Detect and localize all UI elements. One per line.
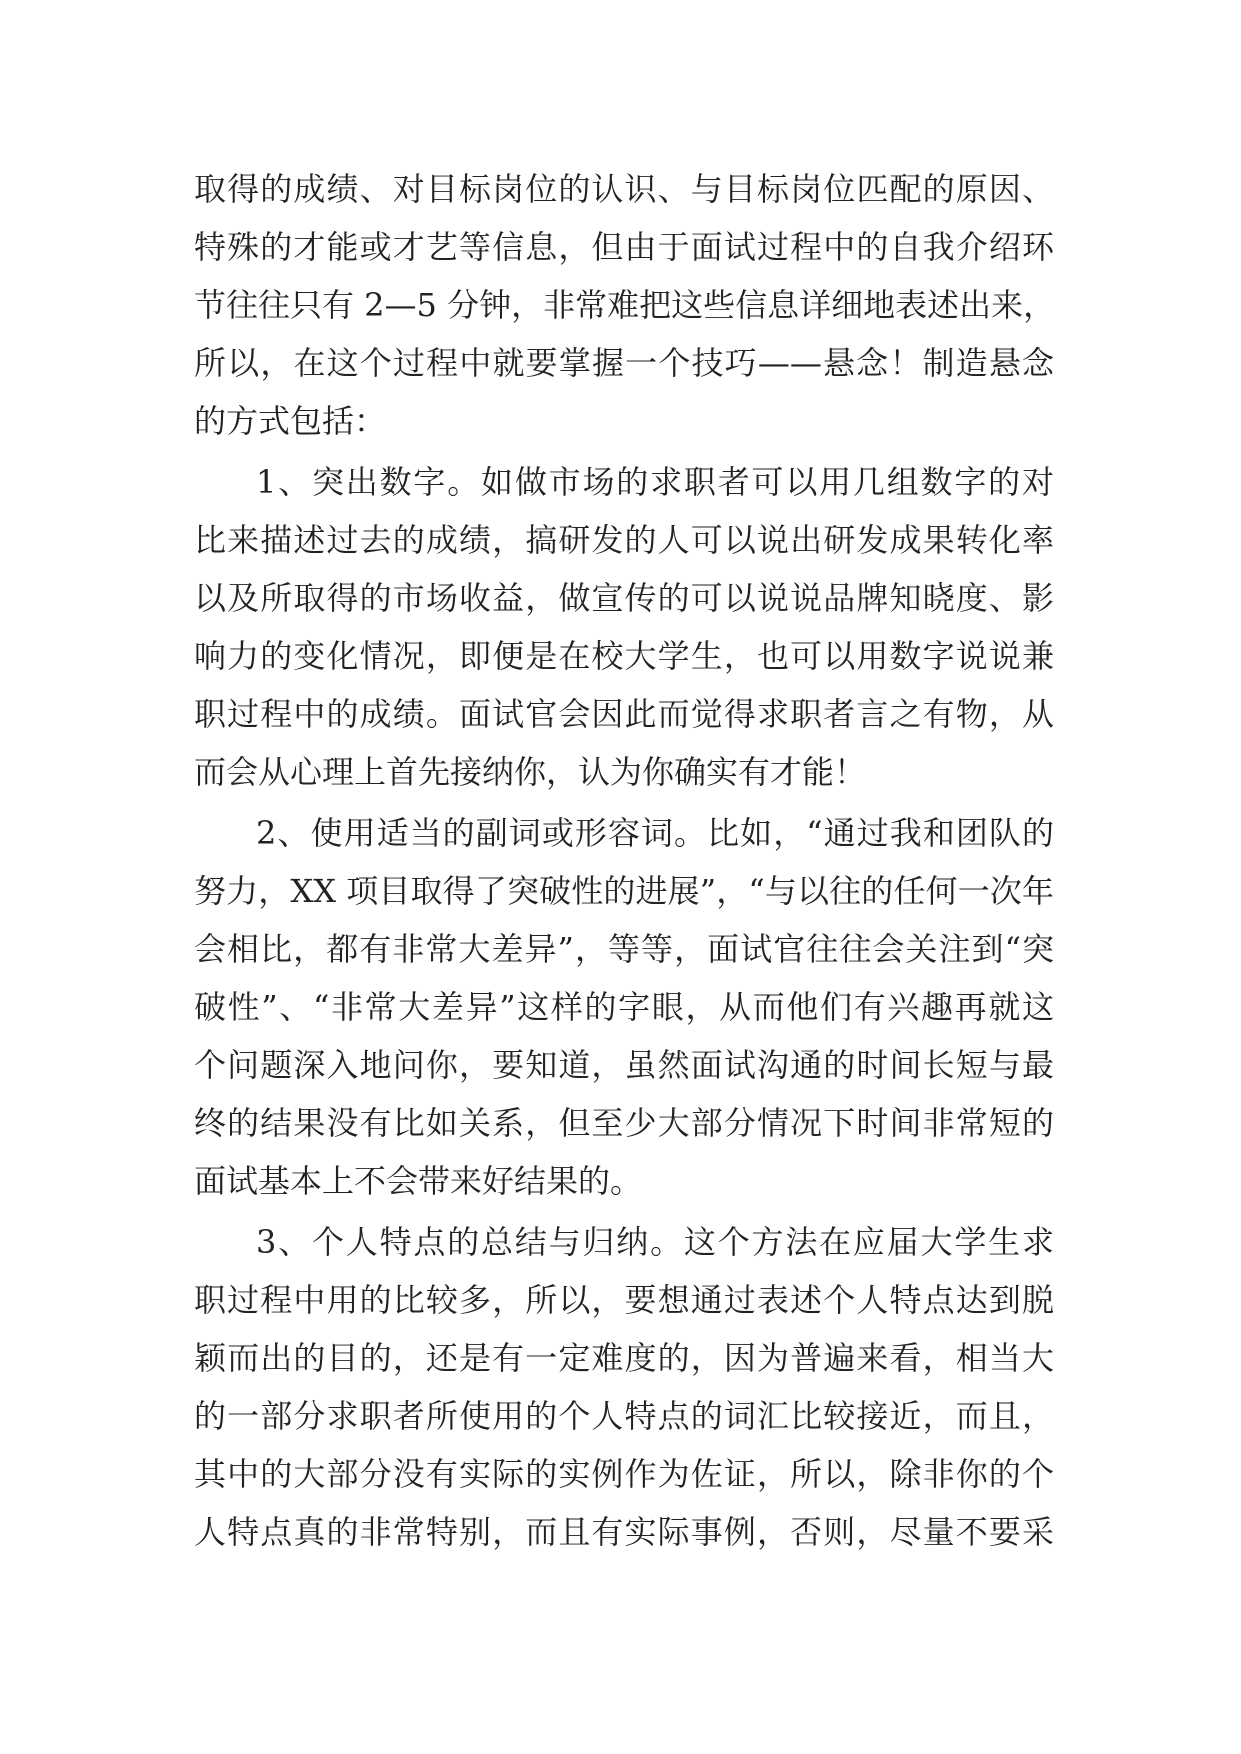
text-line: 的方式包括： [194, 402, 387, 440]
text-line: 努力，XX 项目取得了突破性的进展”，“与以往的任何一次年 [194, 872, 1054, 910]
body-text [194, 160, 1054, 1561]
text-line: 其中的大部分没有实际的实例作为佐证，所以，除非你的个 [194, 1455, 1054, 1493]
text-line: 人特点真的非常特别，而且有实际事例，否则，尽量不要采 [194, 1513, 1054, 1551]
paragraph-highlight-numbers [194, 453, 1054, 801]
text-line: 1、突出数字。如做市场的求职者可以用几组数字的对 [256, 463, 1054, 501]
text-line: 的一部分求职者所使用的个人特点的词汇比较接近，而且， [194, 1397, 1054, 1435]
text-line: 节往往只有 2—5 分钟，非常难把这些信息详细地表述出来， [194, 286, 1056, 324]
text-line: 个问题深入地问你，要知道，虽然面试沟通的时间长短与最 [194, 1046, 1054, 1084]
text-line: 破性”、“非常大差异”这样的字眼，从而他们有兴趣再就这 [194, 988, 1054, 1026]
text-line: 而会从心理上首先接纳你，认为你确实有才能！ [194, 753, 867, 791]
text-line: 以及所取得的市场收益，做宣传的可以说说品牌知晓度、影 [194, 579, 1054, 617]
paragraph-adverbs-adjectives [194, 804, 1054, 1210]
text-line: 响力的变化情况，即便是在校大学生，也可以用数字说说兼 [194, 637, 1054, 675]
text-line: 2、使用适当的副词或形容词。比如，“通过我和团队的 [256, 814, 1054, 852]
text-line: 职过程中的成绩。面试官会因此而觉得求职者言之有物，从 [194, 695, 1054, 733]
text-line: 特殊的才能或才艺等信息，但由于面试过程中的自我介绍环 [194, 228, 1054, 266]
text-line: 终的结果没有比如关系，但至少大部分情况下时间非常短的 [194, 1104, 1054, 1142]
text-line: 取得的成绩、对目标岗位的认识、与目标岗位匹配的原因、 [194, 170, 1054, 208]
paragraph-intro [194, 160, 1054, 450]
text-line: 比来描述过去的成绩，搞研发的人可以说出研发成果转化率 [194, 521, 1054, 559]
text-line: 职过程中用的比较多，所以，要想通过表述个人特点达到脱 [194, 1281, 1054, 1319]
text-line: 3、个人特点的总结与归纳。这个方法在应届大学生求 [256, 1223, 1054, 1261]
paragraph-personal-traits [194, 1213, 1054, 1561]
text-line: 颖而出的目的，还是有一定难度的，因为普遍来看，相当大 [194, 1339, 1054, 1377]
text-line: 所以，在这个过程中就要掌握一个技巧——悬念！制造悬念 [194, 344, 1054, 382]
text-line: 面试基本上不会带来好结果的。 [194, 1162, 643, 1200]
text-line: 会相比，都有非常大差异”，等等，面试官往往会关注到“突 [194, 930, 1054, 968]
